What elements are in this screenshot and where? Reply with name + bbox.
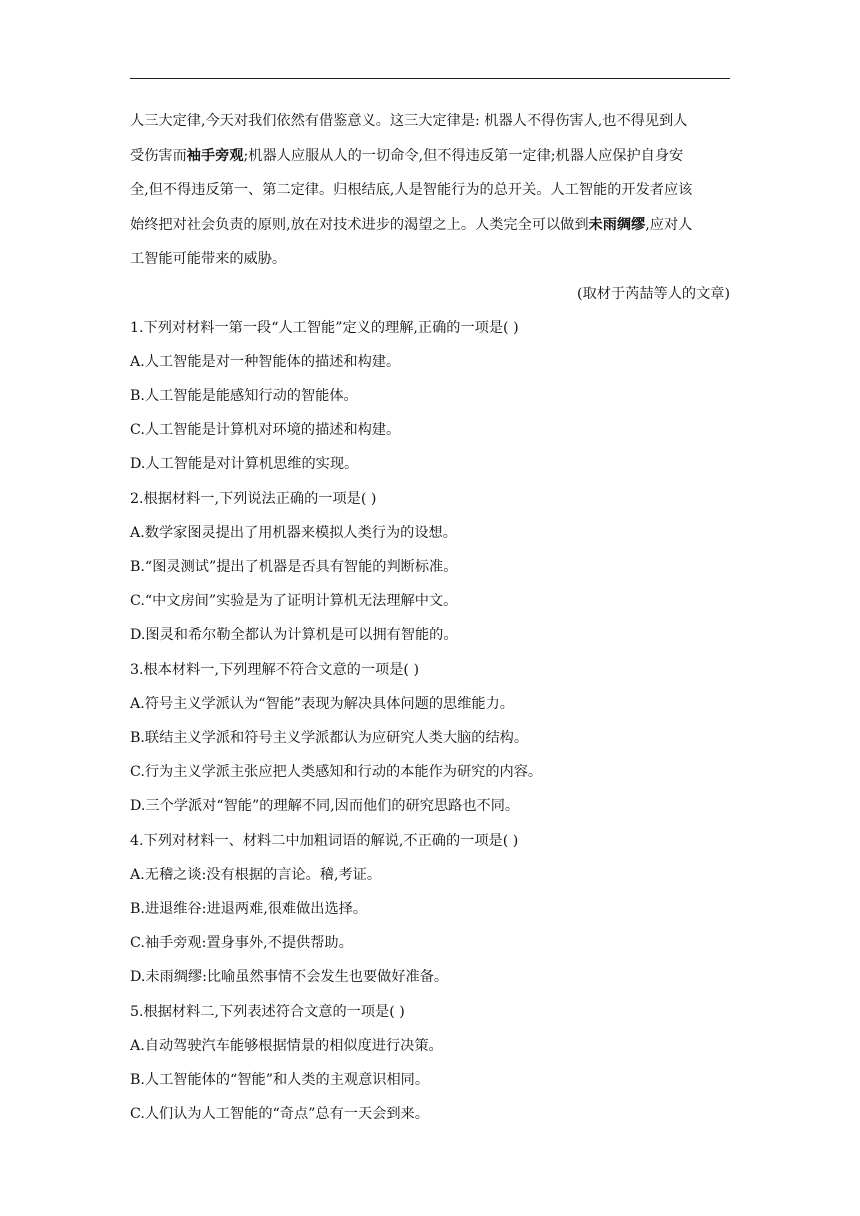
question-stem: 1.下列对材料一第一段“人工智能”定义的理解,正确的一项是( ) [130, 319, 519, 336]
question-stem: 2.根据材料一,下列说法正确的一项是( ) [130, 490, 377, 507]
passage-line: 人三大定律,今天对我们依然有借鉴意义。这三大定律是: 机器人不得伤害人,也不得见到人 [130, 113, 688, 129]
question-stem: 3.根本材料一,下列理解不符合文意的一项是( ) [130, 661, 420, 678]
question-4 [130, 824, 730, 995]
option-c: C.人们认为人工智能的“奇点”总有一天会到来。 [130, 1106, 429, 1123]
option-c: C.人工智能是计算机对环境的描述和构建。 [130, 422, 401, 439]
option-a: A.自动驾驶汽车能够根据情景的相似度进行决策。 [130, 1037, 443, 1054]
passage [130, 104, 730, 277]
passage-line: 始终把对社会负责的原则,放在对技术进步的渴望之上。人类完全可以做到未雨绸缪,应对人 [130, 216, 693, 233]
question-5 [130, 995, 730, 1132]
option-b: B.联结主义学派和符号主义学派都认为应研究人类大脑的结构。 [130, 729, 529, 746]
bold-term: 袖手旁观 [186, 147, 244, 164]
passage-line: 受伤害而袖手旁观;机器人应服从人的一切命令,但不得违反第一定律;机器人应保护自身安 [130, 147, 684, 164]
question-stem: 4.下列对材料一、材料二中加粗词语的解说,不正确的一项是( ) [130, 832, 519, 849]
option-b: B.人工智能体的“智能”和人类的主观意识相同。 [130, 1071, 430, 1088]
passage-line: 工智能可能带来的威胁。 [130, 251, 287, 267]
option-d: D.图灵和希尔勒全都认为计算机是可以拥有智能的。 [130, 627, 458, 644]
option-d: D.未雨绸缪:比喻虽然事情不会发生也要做好准备。 [130, 969, 449, 986]
question-stem: 5.根据材料二,下列表述符合文意的一项是( ) [130, 1003, 405, 1020]
page-content [130, 104, 730, 1131]
header-rule [130, 78, 730, 79]
option-d: D.人工智能是对计算机思维的实现。 [130, 456, 359, 473]
option-c: C.行为主义学派主张应把人类感知和行动的本能作为研究的内容。 [130, 764, 543, 781]
bold-term: 未雨绸缪 [588, 216, 646, 233]
question-3 [130, 653, 730, 824]
option-c: C.“中文房间”实验是为了证明计算机无法理解中文。 [130, 593, 458, 610]
question-2 [130, 482, 730, 653]
question-1 [130, 311, 730, 482]
option-a: A.符号主义学派认为“智能”表现为解决具体问题的思维能力。 [130, 695, 514, 712]
option-c: C.袖手旁观:置身事外,不提供帮助。 [130, 935, 353, 952]
option-a: A.人工智能是对一种智能体的描述和构建。 [130, 353, 401, 370]
passage-line: 全,但不得违反第一、第二定律。归根结底,人是智能行为的总开关。人工智能的开发者应该 [130, 182, 693, 198]
source-citation: (取材于芮喆等人的文章) [577, 285, 730, 302]
option-b: B.“图灵测试”提出了机器是否具有智能的判断标准。 [130, 558, 458, 575]
option-b: B.进退维谷:进退两难,很难做出选择。 [130, 900, 368, 917]
option-a: A.无稽之谈:没有根据的言论。稽,考证。 [130, 866, 382, 883]
option-a: A.数学家图灵提出了用机器来模拟人类行为的设想。 [130, 524, 457, 541]
option-d: D.三个学派对“智能”的理解不同,因而他们的研究思路也不同。 [130, 798, 520, 815]
option-b: B.人工智能是能感知行动的智能体。 [130, 387, 358, 404]
